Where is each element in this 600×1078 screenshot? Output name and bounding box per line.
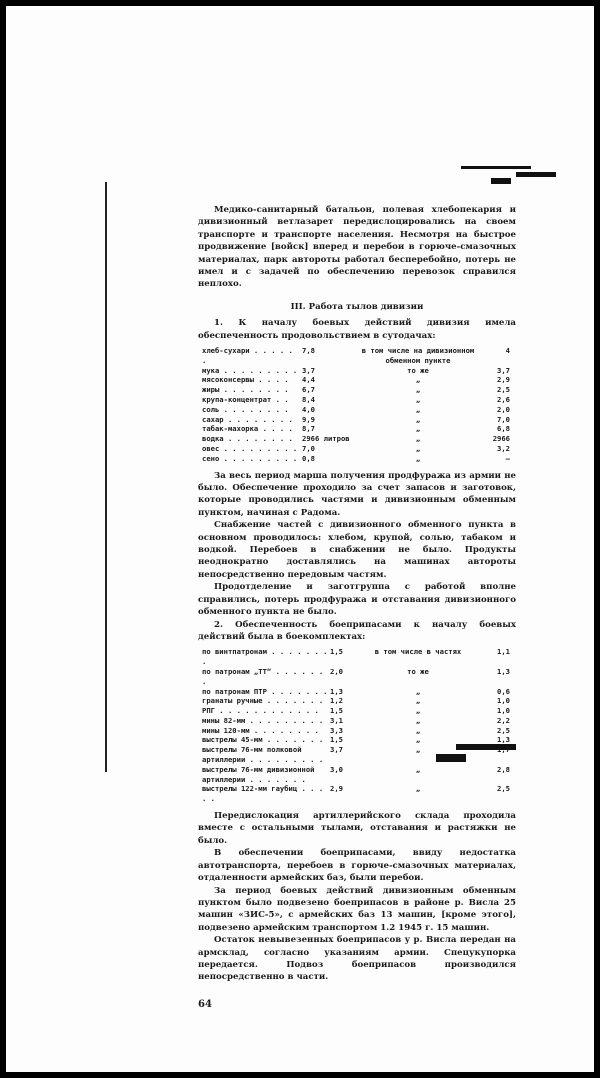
part-cell: 1,3 [497,666,510,676]
total-cell: 3,0 [330,764,343,774]
food-paragraphs [198,470,516,644]
note-cell: „ [415,434,421,444]
paragraph: Снабжение частей с дивизионного обменного пункта в основном проводилось: хлебом, крупой, солью, табаком и водкой. Перебоев в снабжении не было. Продукты неоднократно доставлялись на машинах автороты непосредственно передовым частям. [198,520,516,580]
part-cell: 2,2 [497,715,510,725]
note-cell: „ [415,706,421,716]
part-cell: 0,6 [497,686,510,696]
part-cell: 3,2 [497,444,510,454]
section-heading: III. Работа тылов дивизии [290,301,424,312]
item-cell: хлеб-сухари . . . . . . [202,346,293,365]
note-cell: в том числе на дивизионном обменном пункте [361,346,475,365]
total-cell: 0,8 [302,453,315,463]
item-cell: мины 120-мм . . . . . . . . [202,725,319,735]
note-cell: „ [415,745,421,755]
total-cell: 6,7 [302,385,315,395]
table-row [202,726,512,736]
total-cell: 7,0 [302,444,315,454]
paragraph: За весь период марша получения продфуража из армии не было. Обеспечение проходило за счет запасов и заготовок, которые проводились частями и дивизионным обменным пунктом, начиная с Радома. [198,470,516,518]
part-cell: 1,0 [497,706,510,716]
table-row [202,687,512,697]
total-cell: 9,9 [302,414,315,424]
item-cell: выстрелы 45-мм . . . . . . . [202,735,324,745]
item-cell: сахар . . . . . . . . [202,414,293,424]
table-row [202,706,512,716]
total-cell: 3,1 [330,715,343,725]
paragraph: 1. К началу боевых действий дивизия имела обеспеченность продовольствием в сутодачах: [198,318,516,341]
table-row [202,405,512,415]
item-cell: выстрелы 76-мм полковой артиллерии . . . . . . . . . [202,745,324,765]
note-cell: „ [415,414,421,424]
total-cell: 3,7 [302,365,315,375]
total-cell: 1,2 [330,696,343,706]
part-cell: 7,0 [497,414,510,424]
part-cell: 2,6 [497,395,510,405]
table-row [202,696,512,706]
total-cell: 1,5 [330,706,343,716]
total-cell: 4,4 [302,375,315,385]
table-row [202,366,512,376]
paragraph: Медико-санитарный батальон, полевая хлебопекария и дивизионный ветлазарет передислоцировались на своем транспорте и транспорте населения. Несмотря на быстрое продвижение [войск] вперед и перебои в горюче-смазочных материалах, парк автороты работал бесперебойно, потерь не имел и с задачей по обеспечению перевозок справился неплохо. [198,205,516,290]
scan-mark [516,172,556,177]
table-row [202,716,512,726]
total-cell: 3,7 [330,745,343,755]
table-row [202,395,512,405]
part-cell: 1,3 [497,735,510,745]
item-cell: соль . . . . . . . . [202,404,289,414]
total-cell: 2966 литров [302,434,350,444]
food-intro [198,317,516,342]
part-cell: 2,5 [497,784,510,794]
paragraph: Передислокация артиллерийского склада проходила вместе с остальными тылами, отставания и растяжки не было. [198,811,516,846]
paragraph: 2. Обеспеченность боеприпасами к началу боевых действий была в боекомплектах: [198,619,516,642]
note-cell: „ [415,696,421,706]
item-cell: по патронам ПТР . . . . . . . [202,686,328,696]
item-cell: табак-махорка . . . . [202,424,293,434]
page-number: 64 [198,998,212,1010]
part-cell: 4 [505,346,510,356]
table-row [202,415,512,425]
part-cell: 2,9 [497,375,510,385]
note-cell: „ [415,784,421,794]
item-cell: водка . . . . . . . . [202,434,293,444]
total-cell: 1,5 [330,647,343,657]
note-cell: „ [415,375,421,385]
table-row [202,346,512,366]
table-row [202,647,512,667]
ammo-paragraphs [198,810,516,984]
table-row [202,385,512,395]
part-cell: — [505,453,510,463]
part-cell: 2,8 [497,764,510,774]
item-cell: крупа-концентрат . . [202,395,289,405]
total-cell: 8,4 [302,395,315,405]
table-row [202,745,512,765]
note-cell: „ [415,764,421,774]
item-cell: сено . . . . . . . . . [202,453,298,463]
ammunition-table [202,647,512,804]
scanned-page [6,6,594,1072]
note-cell: „ [415,404,421,414]
part-cell: 2,0 [497,404,510,414]
paragraph: В обеспечении боеприпасами, ввиду недостатка автотранспорта, перебоев в горюче-смазочных материалах, отдаленности армейских баз, были перебои. [198,848,516,884]
part-cell: 1,7 [497,745,510,755]
table-row [202,765,512,785]
food-supply-table [202,346,512,464]
total-cell: 2,9 [330,784,343,794]
item-cell: по патронам „ТТ“ . . . . . . . [202,666,324,686]
item-cell: овес . . . . . . . . . [202,444,298,454]
note-cell: „ [415,385,421,395]
text-column [198,6,516,1072]
note-cell: „ [415,735,421,745]
note-cell: то же [407,666,429,676]
table-row [202,667,512,687]
note-cell: „ [415,715,421,725]
page-edge-line [105,182,107,772]
note-cell: „ [415,444,421,454]
item-cell: выстрелы 76-мм дивизионной артиллерии . . . . . . . [202,764,315,784]
table-row [202,424,512,434]
part-cell: 2966 [492,434,510,444]
note-cell: в том числе в частях [374,647,462,657]
note-cell: „ [415,424,421,434]
table-row [202,454,512,464]
item-cell: гранаты ручные . . . . . . . [202,696,324,706]
note-cell: то же [407,365,429,375]
total-cell: 2,0 [330,666,343,676]
part-cell: 1,0 [497,696,510,706]
total-cell: 4,0 [302,404,315,414]
note-cell: „ [415,453,421,463]
paragraph: Остаток невывезенных боеприпасов у р. Висла передан на армсклад, согласно указаниям армии. Спецукупорка передается. Подвоз боеприпасов производился непосредственно в части. [198,935,516,983]
total-cell: 7,8 [302,346,315,356]
table-row [202,784,512,804]
part-cell: 2,5 [497,725,510,735]
item-cell: по винтпатронам . . . . . . . . [202,647,328,667]
item-cell: мясоконсервы . . . . [202,375,289,385]
table-row [202,434,512,444]
note-cell: „ [415,686,421,696]
item-cell: выстрелы 122-мм гаубиц . . . . . [202,784,324,804]
part-cell: 2,5 [497,385,510,395]
note-cell: „ [415,395,421,405]
paragraph: Продотделение и заготгруппа с работой вполне справились, потерь продфуража и отставания дивизионного обменного пункта не было. [198,582,516,618]
item-cell: РПГ . . . . . . . . . . . . [202,706,319,716]
part-cell: 3,7 [497,365,510,375]
table-row [202,375,512,385]
total-cell: 8,7 [302,424,315,434]
total-cell: 1,5 [330,735,343,745]
item-cell: жиры . . . . . . . . [202,385,289,395]
table-row [202,444,512,454]
paragraph: За период боевых действий дивизионным обменным пунктом было подвезено боеприпасов в районе р. Висла 25 машин «ЗИС-5», с армейских баз 13 машин, [кроме этого], подвезено армейским транспортом 1.2 1945 г. 15 машин. [198,885,516,933]
table-row [202,735,512,745]
item-cell: мины 82-мм . . . . . . . . . [202,715,324,725]
part-cell: 6,8 [497,424,510,434]
note-cell: „ [415,725,421,735]
item-cell: мука . . . . . . . . . [202,365,298,375]
total-cell: 3,3 [330,725,343,735]
intro-paragraph [198,204,516,291]
part-cell: 1,1 [497,647,510,657]
total-cell: 1,3 [330,686,343,696]
